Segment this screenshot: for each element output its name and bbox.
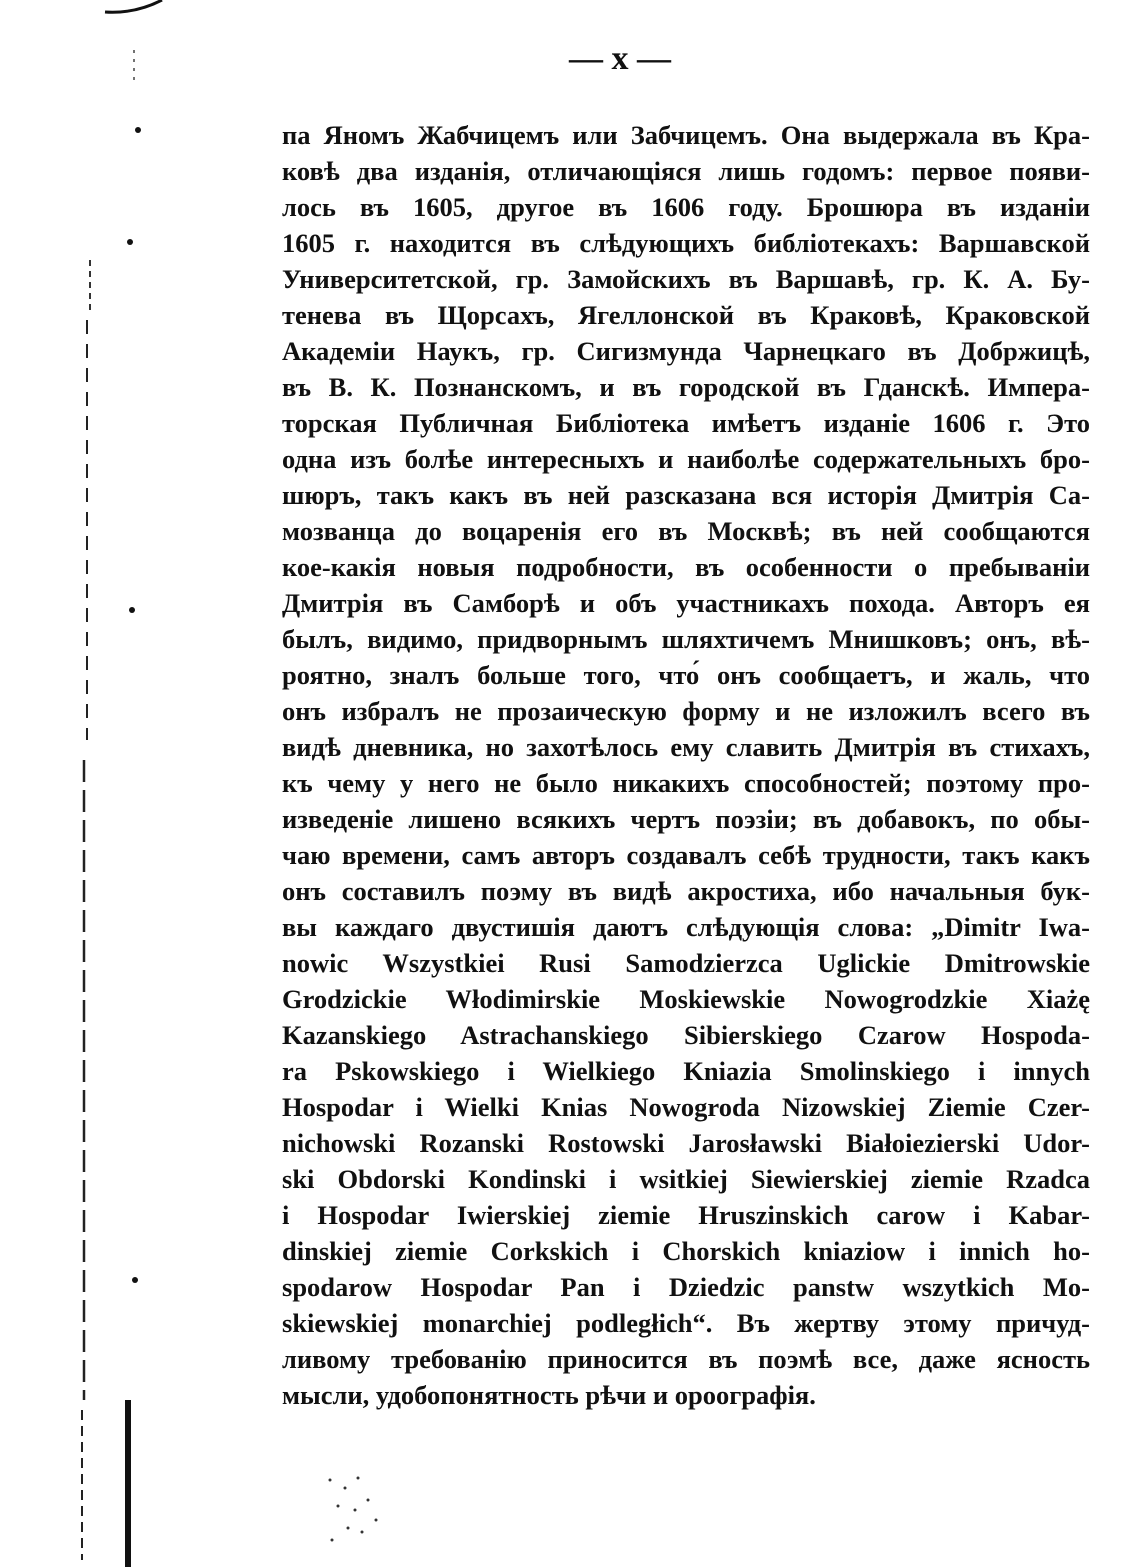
text-line: лось въ 1605, другое въ 1606 году. Брошюра въ изданіи xyxy=(282,192,1090,222)
text-line: шюръ, такъ какъ въ ней разсказана вся исторія Дмитрія Са- xyxy=(282,480,1090,510)
text-line: 1605 г. находится въ слѣдующихъ библіотекахъ: Варшавской xyxy=(282,228,1090,258)
text-line: ra Pskowskiego i Wielkiego Kniazia Smolinskiego i innych xyxy=(282,1056,1090,1086)
body-text xyxy=(282,117,1090,1413)
text-line: skiewskiej monarchiej podległich“. Въ жертву этому причуд- xyxy=(282,1308,1090,1338)
text-line: онъ избралъ не прозаическую форму и не изложилъ всего въ xyxy=(282,696,1090,726)
text-line: чаю времени, самъ авторъ создавалъ себѣ трудности, такъ какъ xyxy=(282,840,1090,870)
text-line: dinskiej ziemie Corkskich i Chorskich kniaziow i innich ho- xyxy=(282,1236,1090,1266)
text-line: nowic Wszystkiei Rusi Samodzierzca Uglickie Dmitrowskie xyxy=(282,948,1090,978)
text-line: nichowski Rozanski Rostowski Jarosławski Białoiezierski Udor- xyxy=(282,1128,1090,1158)
text-line: Grodzickie Włodimirskie Moskiewskie Nowogrodzkie Xiażę xyxy=(282,984,1090,1014)
text-line: па Яномъ Жабчицемъ или Забчицемъ. Она выдержала въ Кра- xyxy=(282,120,1090,150)
margin-specks xyxy=(80,20,180,1560)
text-line: тенева въ Щорсахъ, Ягеллонской въ Краковѣ, Краковской xyxy=(282,300,1090,330)
page-edge-curl xyxy=(100,0,170,20)
text-line: видѣ дневника, но захотѣлось ему славить Дмитрія въ стихахъ, xyxy=(282,732,1090,762)
text-line: онъ составилъ поэму въ видѣ акростиха, ибо начальныя бук- xyxy=(282,876,1090,906)
text-line: мысли, удобопонятность рѣчи и ороографія. xyxy=(282,1380,816,1410)
text-line: въ В. К. Познанскомъ, и въ городской въ Гданскѣ. Импера- xyxy=(282,372,1090,402)
text-line: одна изъ болѣе интересныхъ и наиболѣе содержательныхъ бро- xyxy=(282,444,1090,474)
text-line: къ чему у него не было никакихъ способностей; поэтому про- xyxy=(282,768,1090,798)
text-line: ковѣ два изданія, отличающіяся лишь годомъ: первое появи- xyxy=(282,156,1090,186)
text-line: Kazanskiego Astrachanskiego Sibierskiego Czarow Hospoda- xyxy=(282,1020,1090,1050)
text-line: роятно, зналъ больше того, что́ онъ сообщаетъ, и жаль, что xyxy=(282,660,1090,690)
text-line: вы каждаго двустишія даютъ слѣдующія слова: „Dimitr Iwa- xyxy=(282,912,1090,942)
text-line: кое-какія новыя подробности, въ особенности о пребываніи xyxy=(282,552,1090,582)
text-line: Академіи Наукъ, гр. Сигизмунда Чарнецкаго въ Добржицѣ, xyxy=(282,336,1090,366)
text-line: spodarow Hospodar Pan i Dziedzic panstw wszytkich Mo- xyxy=(282,1272,1090,1302)
text-line: ski Obdorski Kondinski i wsitkiej Siewierskiej ziemie Rzadca xyxy=(282,1164,1090,1194)
text-line: i Hospodar Iwierskiej ziemie Hruszinskich carow i Kabar- xyxy=(282,1200,1090,1230)
text-line: торская Публичная Библіотека имѣетъ изданіе 1606 г. Это xyxy=(282,408,1090,438)
text-line: изведеніе лишено всякихъ чертъ поэзіи; въ добавокъ, по обы- xyxy=(282,804,1090,834)
text-line: былъ, видимо, придворнымъ шляхтичемъ Мнишковъ; онъ, вѣ- xyxy=(282,624,1090,654)
bottom-specks xyxy=(310,1470,400,1560)
text-line: ливому требованію приносится въ поэмѣ все, даже ясность xyxy=(282,1344,1090,1374)
text-line: Университетской, гр. Замойскихъ въ Варшавѣ, гр. К. А. Бу- xyxy=(282,264,1090,294)
page-number: — x — xyxy=(569,40,671,77)
text-line: мозванца до воцаренія его въ Москвѣ; въ ней сообщаются xyxy=(282,516,1090,546)
text-line: Hospodar i Wielki Knias Nowogroda Nizowskiej Ziemie Czer- xyxy=(282,1092,1090,1122)
text-line: Дмитрія въ Самборѣ и объ участникахъ похода. Авторъ ея xyxy=(282,588,1090,618)
